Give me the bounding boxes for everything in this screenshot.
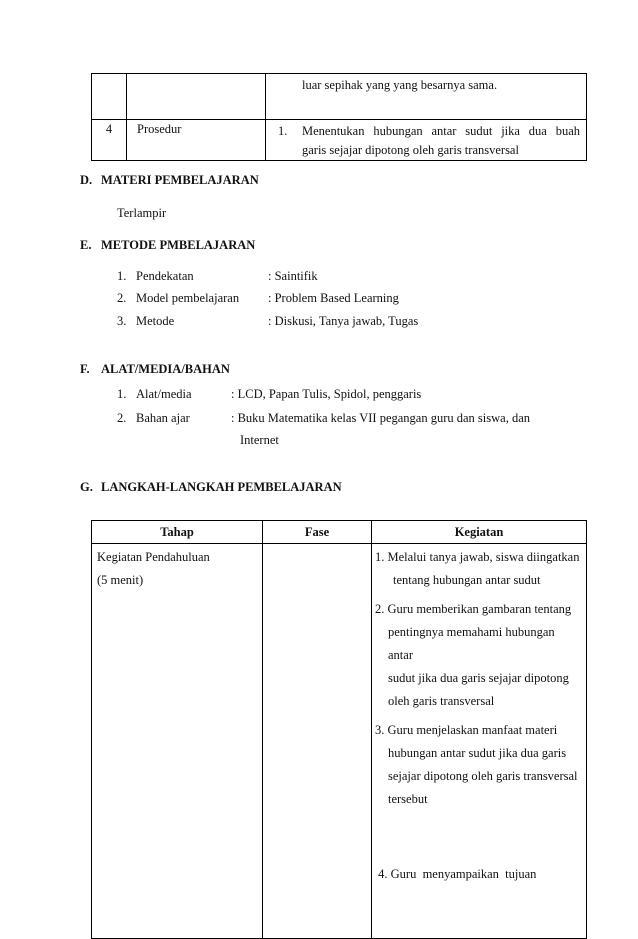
list-label: Alat/media [136,387,192,401]
section-letter-f: F. [80,362,90,376]
kegiatan-item [375,598,582,713]
section-title-g: LANGKAH-LANGKAH PEMBELAJARAN [101,480,342,494]
section-body-d: Terlampir [117,206,167,220]
list-value: : LCD, Papan Tulis, Spidol, penggaris [231,387,422,401]
tahap-name: Kegiatan Pendahuluan [97,550,210,564]
list-value: : Saintifik [268,269,318,283]
tahap-cell [92,544,263,939]
column-header: Kegiatan [372,521,587,544]
list-number: 3. [117,314,127,328]
section-letter-d: D. [80,173,93,187]
list-label: Model pembelajaran [136,291,240,305]
kegiatan-line: hubungan antar sudut jika dua garis [388,746,567,760]
list-label: Bahan ajar [136,411,190,425]
list-number: 2. [117,411,127,425]
table-cell [92,74,127,120]
procedure-item [266,120,586,160]
kegiatan-line: pentingnya memahami hubungan antar [388,625,555,662]
table-cell [127,74,266,120]
learning-steps-table [91,520,587,939]
section-title-f: ALAT/MEDIA/BAHAN [101,362,230,376]
item-number: 1. [278,124,288,138]
column-header: Tahap [92,521,263,544]
kegiatan-cell [372,544,587,939]
table-cell [266,74,587,120]
objectives-table [91,73,587,161]
list-value-continuation: Internet [240,433,279,447]
row-label: Prosedur [137,122,182,136]
section-title-d: MATERI PEMBELAJARAN [101,173,259,187]
item-line: Menentukan hubungan antar sudut jika dua buah [302,124,580,138]
kegiatan-line: sejajar dipotong oleh garis transversal [388,769,578,783]
kegiatan-line: 2. Guru memberikan gambaran tentang [375,602,572,616]
kegiatan-line: 4. Guru menyampaikan tujuan [375,867,537,881]
section-title-e: METODE PMBELAJARAN [101,238,256,252]
list-value: : Buku Matematika kelas VII pegangan guru dan siswa, dan [231,411,530,425]
section-letter-g: G. [80,480,93,494]
kegiatan-line: tentang hubungan antar sudut [393,573,541,587]
section-letter-e: E. [80,238,92,252]
kegiatan-line: oleh garis transversal [388,694,495,708]
kegiatan-line: tersebut [388,792,428,806]
kegiatan-item [375,817,582,932]
row-number: 4 [105,122,113,136]
kegiatan-line: sudut jika dua garis sejajar dipotong [388,671,569,685]
cell-text: luar sepihak yang yang besarnya sama. [302,78,498,92]
fase-cell [263,544,372,939]
tahap-duration: (5 menit) [97,573,144,587]
list-label: Pendekatan [136,269,194,283]
kegiatan-item [375,546,582,592]
list-number: 2. [117,291,127,305]
kegiatan-line: 3. Guru menjelaskan manfaat materi [375,723,558,737]
list-value: : Diskusi, Tanya jawab, Tugas [268,314,419,328]
column-header: Fase [263,521,372,544]
list-number: 1. [117,269,127,283]
list-value: : Problem Based Learning [268,291,399,305]
kegiatan-line: 1. Melalui tanya jawab, siswa diingatkan [375,550,580,564]
item-line: garis sejajar dipotong oleh garis transversal [302,143,519,157]
list-label: Metode [136,314,175,328]
kegiatan-item [375,719,582,811]
list-number: 1. [117,387,127,401]
